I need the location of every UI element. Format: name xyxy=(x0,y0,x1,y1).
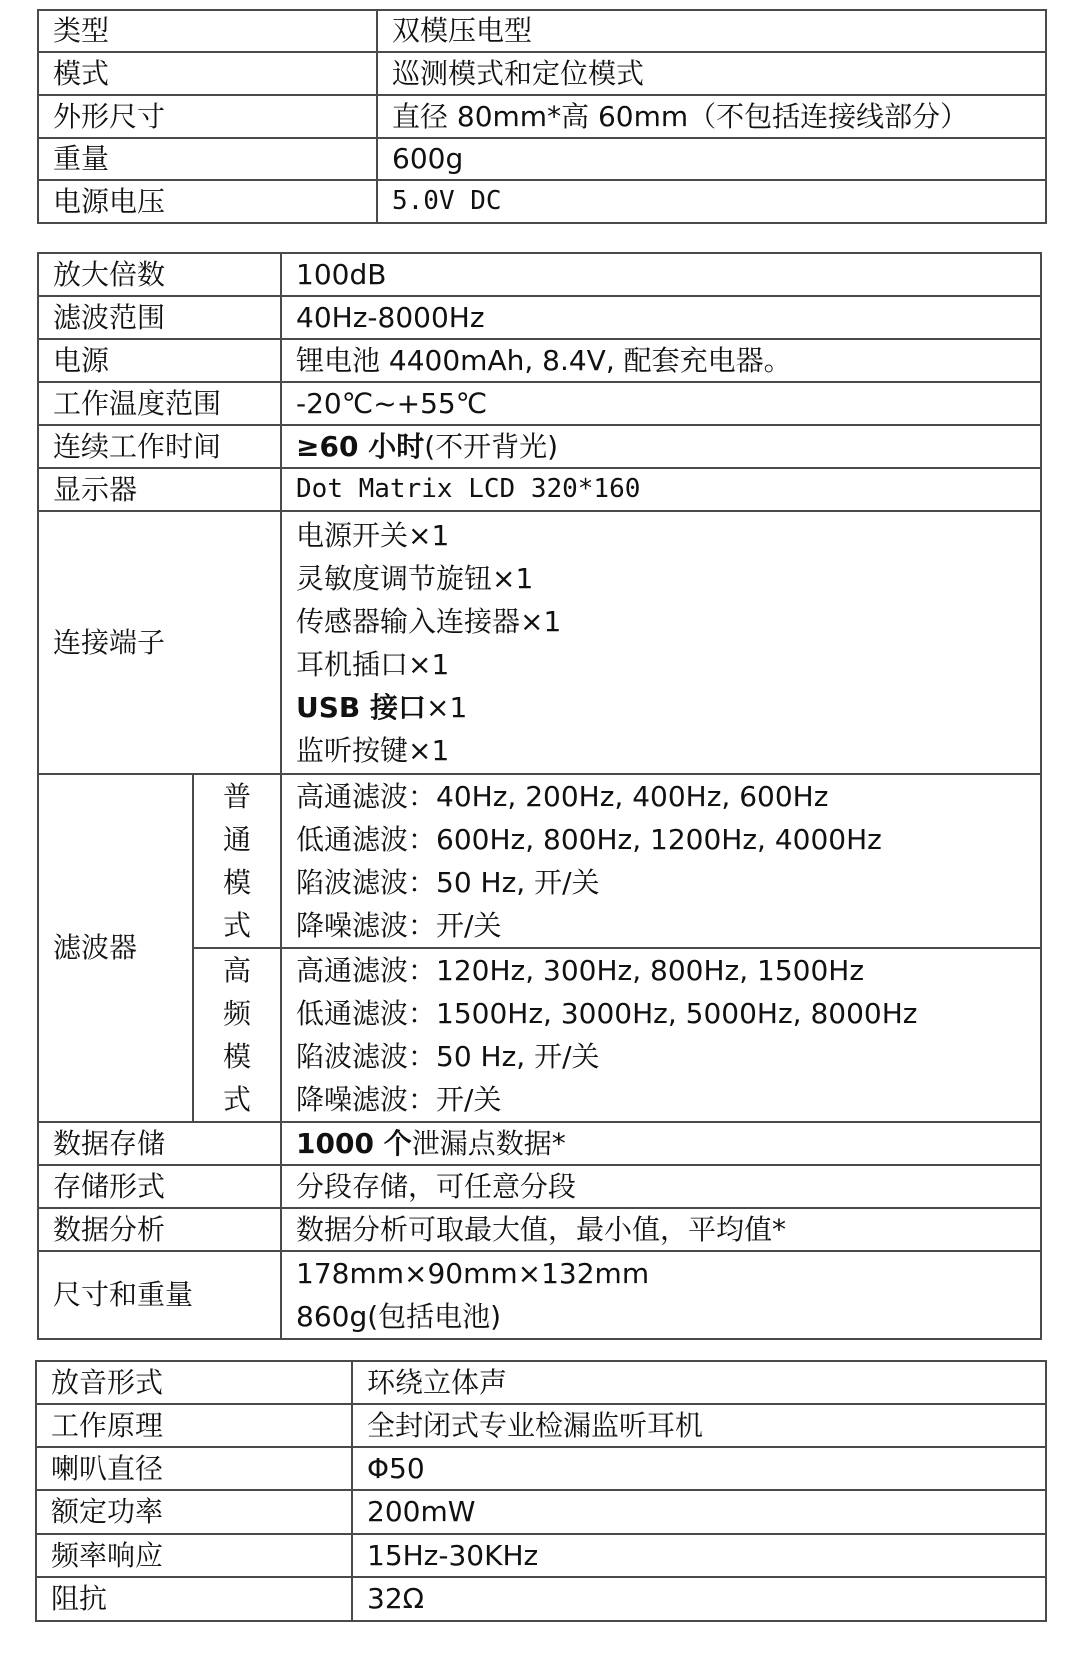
table-row xyxy=(38,296,1041,339)
table-row xyxy=(36,1447,1046,1490)
storage-rest: 泄漏点数据* xyxy=(411,1126,566,1160)
table-row xyxy=(38,1251,1041,1339)
row-label: 阻抗 xyxy=(36,1577,352,1621)
table-row xyxy=(38,95,1046,138)
table-row xyxy=(36,1490,1046,1534)
row-value: 600g xyxy=(377,138,1046,180)
ports-list xyxy=(281,511,1041,774)
list-item: 低通滤波：1500Hz, 3000Hz, 5000Hz, 8000Hz xyxy=(296,997,918,1030)
row-label: 放大倍数 xyxy=(38,253,281,296)
row-value xyxy=(281,1122,1041,1165)
mode-char: 模 xyxy=(223,1040,252,1073)
list-item: 降噪滤波：开/关 xyxy=(296,909,502,942)
table-row xyxy=(38,468,1041,511)
table-row xyxy=(36,1534,1046,1577)
normal-mode-values xyxy=(281,774,1041,948)
row-label: 尺寸和重量 xyxy=(38,1251,281,1339)
row-label: 额定功率 xyxy=(36,1490,352,1534)
work-time-bold: ≥60 小时 xyxy=(296,429,425,463)
row-label: 电源电压 xyxy=(38,180,377,223)
list-item: 传感器输入连接器×1 xyxy=(296,604,562,638)
spec-table-headphone xyxy=(35,1360,1047,1622)
list-item: 陷波滤波：50 Hz, 开/关 xyxy=(296,1040,600,1073)
table-row xyxy=(38,52,1046,95)
spec-table-host xyxy=(37,252,1042,1340)
list-item: 灵敏度调节旋钮×1 xyxy=(296,561,534,595)
row-label: 外形尺寸 xyxy=(38,95,377,138)
list-item: 178mm×90mm×132mm xyxy=(296,1257,650,1290)
table-row xyxy=(38,382,1041,425)
row-value: 200mW xyxy=(352,1490,1046,1534)
table-row xyxy=(38,1122,1041,1165)
table-row xyxy=(38,511,1041,774)
row-label: 滤波范围 xyxy=(38,296,281,339)
row-value: 32Ω xyxy=(352,1577,1046,1621)
row-label: 工作温度范围 xyxy=(38,382,281,425)
table-row xyxy=(38,10,1046,52)
row-label: 类型 xyxy=(38,10,377,52)
list-item: 低通滤波：600Hz, 800Hz, 1200Hz, 4000Hz xyxy=(296,823,882,856)
table-row xyxy=(38,1165,1041,1208)
list-item: 电源开关×1 xyxy=(296,518,450,552)
row-value: 巡测模式和定位模式 xyxy=(377,52,1046,95)
row-label: 显示器 xyxy=(38,468,281,511)
row-value: 40Hz-8000Hz xyxy=(281,296,1041,339)
mode-char: 通 xyxy=(223,823,252,856)
row-value: 数据分析可取最大值，最小值，平均值* xyxy=(281,1208,1041,1251)
row-value: 双模压电型 xyxy=(377,10,1046,52)
row-label: 连续工作时间 xyxy=(38,425,281,468)
row-label: 频率响应 xyxy=(36,1534,352,1577)
mode-char: 高 xyxy=(223,954,252,987)
row-label: 喇叭直径 xyxy=(36,1447,352,1490)
table-row xyxy=(38,1208,1041,1251)
table-row xyxy=(38,339,1041,382)
mode-char: 模 xyxy=(223,866,252,899)
row-label: 存储形式 xyxy=(38,1165,281,1208)
list-item: 降噪滤波：开/关 xyxy=(296,1083,502,1116)
row-label: 电源 xyxy=(38,339,281,382)
spec-table-sensor xyxy=(37,9,1047,224)
row-label: 滤波器 xyxy=(38,774,193,1122)
list-item: 860g(包括电池) xyxy=(296,1300,502,1333)
row-value: 15Hz-30KHz xyxy=(352,1534,1046,1577)
row-value: 5.0V DC xyxy=(377,180,1046,223)
row-value: 分段存储，可任意分段 xyxy=(281,1165,1041,1208)
table-row xyxy=(38,774,1041,948)
row-label: 放音形式 xyxy=(36,1361,352,1404)
row-value: 全封闭式专业检漏监听耳机 xyxy=(352,1404,1046,1447)
row-value: Dot Matrix LCD 320*160 xyxy=(281,468,1041,511)
table-row xyxy=(38,138,1046,180)
work-time-rest: (不开背光) xyxy=(424,429,559,463)
list-item xyxy=(296,686,1040,729)
table-row xyxy=(38,253,1041,296)
size-weight-values xyxy=(281,1251,1041,1339)
usb-rest: ×1 xyxy=(426,690,468,724)
row-label: 模式 xyxy=(38,52,377,95)
row-value: -20℃~+55℃ xyxy=(281,382,1041,425)
row-value: 环绕立体声 xyxy=(352,1361,1046,1404)
table-row xyxy=(36,1577,1046,1621)
table-row xyxy=(38,425,1041,468)
list-item: 耳机插口×1 xyxy=(296,647,450,681)
usb-bold: USB 接口 xyxy=(296,690,427,724)
high-mode-label xyxy=(193,948,281,1122)
row-value: 100dB xyxy=(281,253,1041,296)
table-row xyxy=(38,180,1046,223)
list-item: 陷波滤波：50 Hz, 开/关 xyxy=(296,866,600,899)
table-row xyxy=(36,1404,1046,1447)
row-value: 直径 80mm*高 60mm（不包括连接线部分） xyxy=(377,95,1046,138)
mode-char: 频 xyxy=(223,997,252,1030)
row-label: 连接端子 xyxy=(38,511,281,774)
mode-char: 普 xyxy=(223,780,252,813)
row-value xyxy=(281,425,1041,468)
mode-char: 式 xyxy=(223,909,252,942)
row-value: Φ50 xyxy=(352,1447,1046,1490)
row-label: 数据分析 xyxy=(38,1208,281,1251)
row-label: 重量 xyxy=(38,138,377,180)
row-value: 锂电池 4400mAh, 8.4V, 配套充电器。 xyxy=(281,339,1041,382)
row-label: 工作原理 xyxy=(36,1404,352,1447)
normal-mode-label xyxy=(193,774,281,948)
storage-bold: 1000 个 xyxy=(296,1126,412,1160)
list-item: 高通滤波：120Hz, 300Hz, 800Hz, 1500Hz xyxy=(296,954,865,987)
list-item: 高通滤波：40Hz, 200Hz, 400Hz, 600Hz xyxy=(296,780,829,813)
table-row xyxy=(36,1361,1046,1404)
row-label: 数据存储 xyxy=(38,1122,281,1165)
list-item: 监听按键×1 xyxy=(296,733,450,767)
high-mode-values xyxy=(281,948,1041,1122)
mode-char: 式 xyxy=(223,1083,252,1116)
